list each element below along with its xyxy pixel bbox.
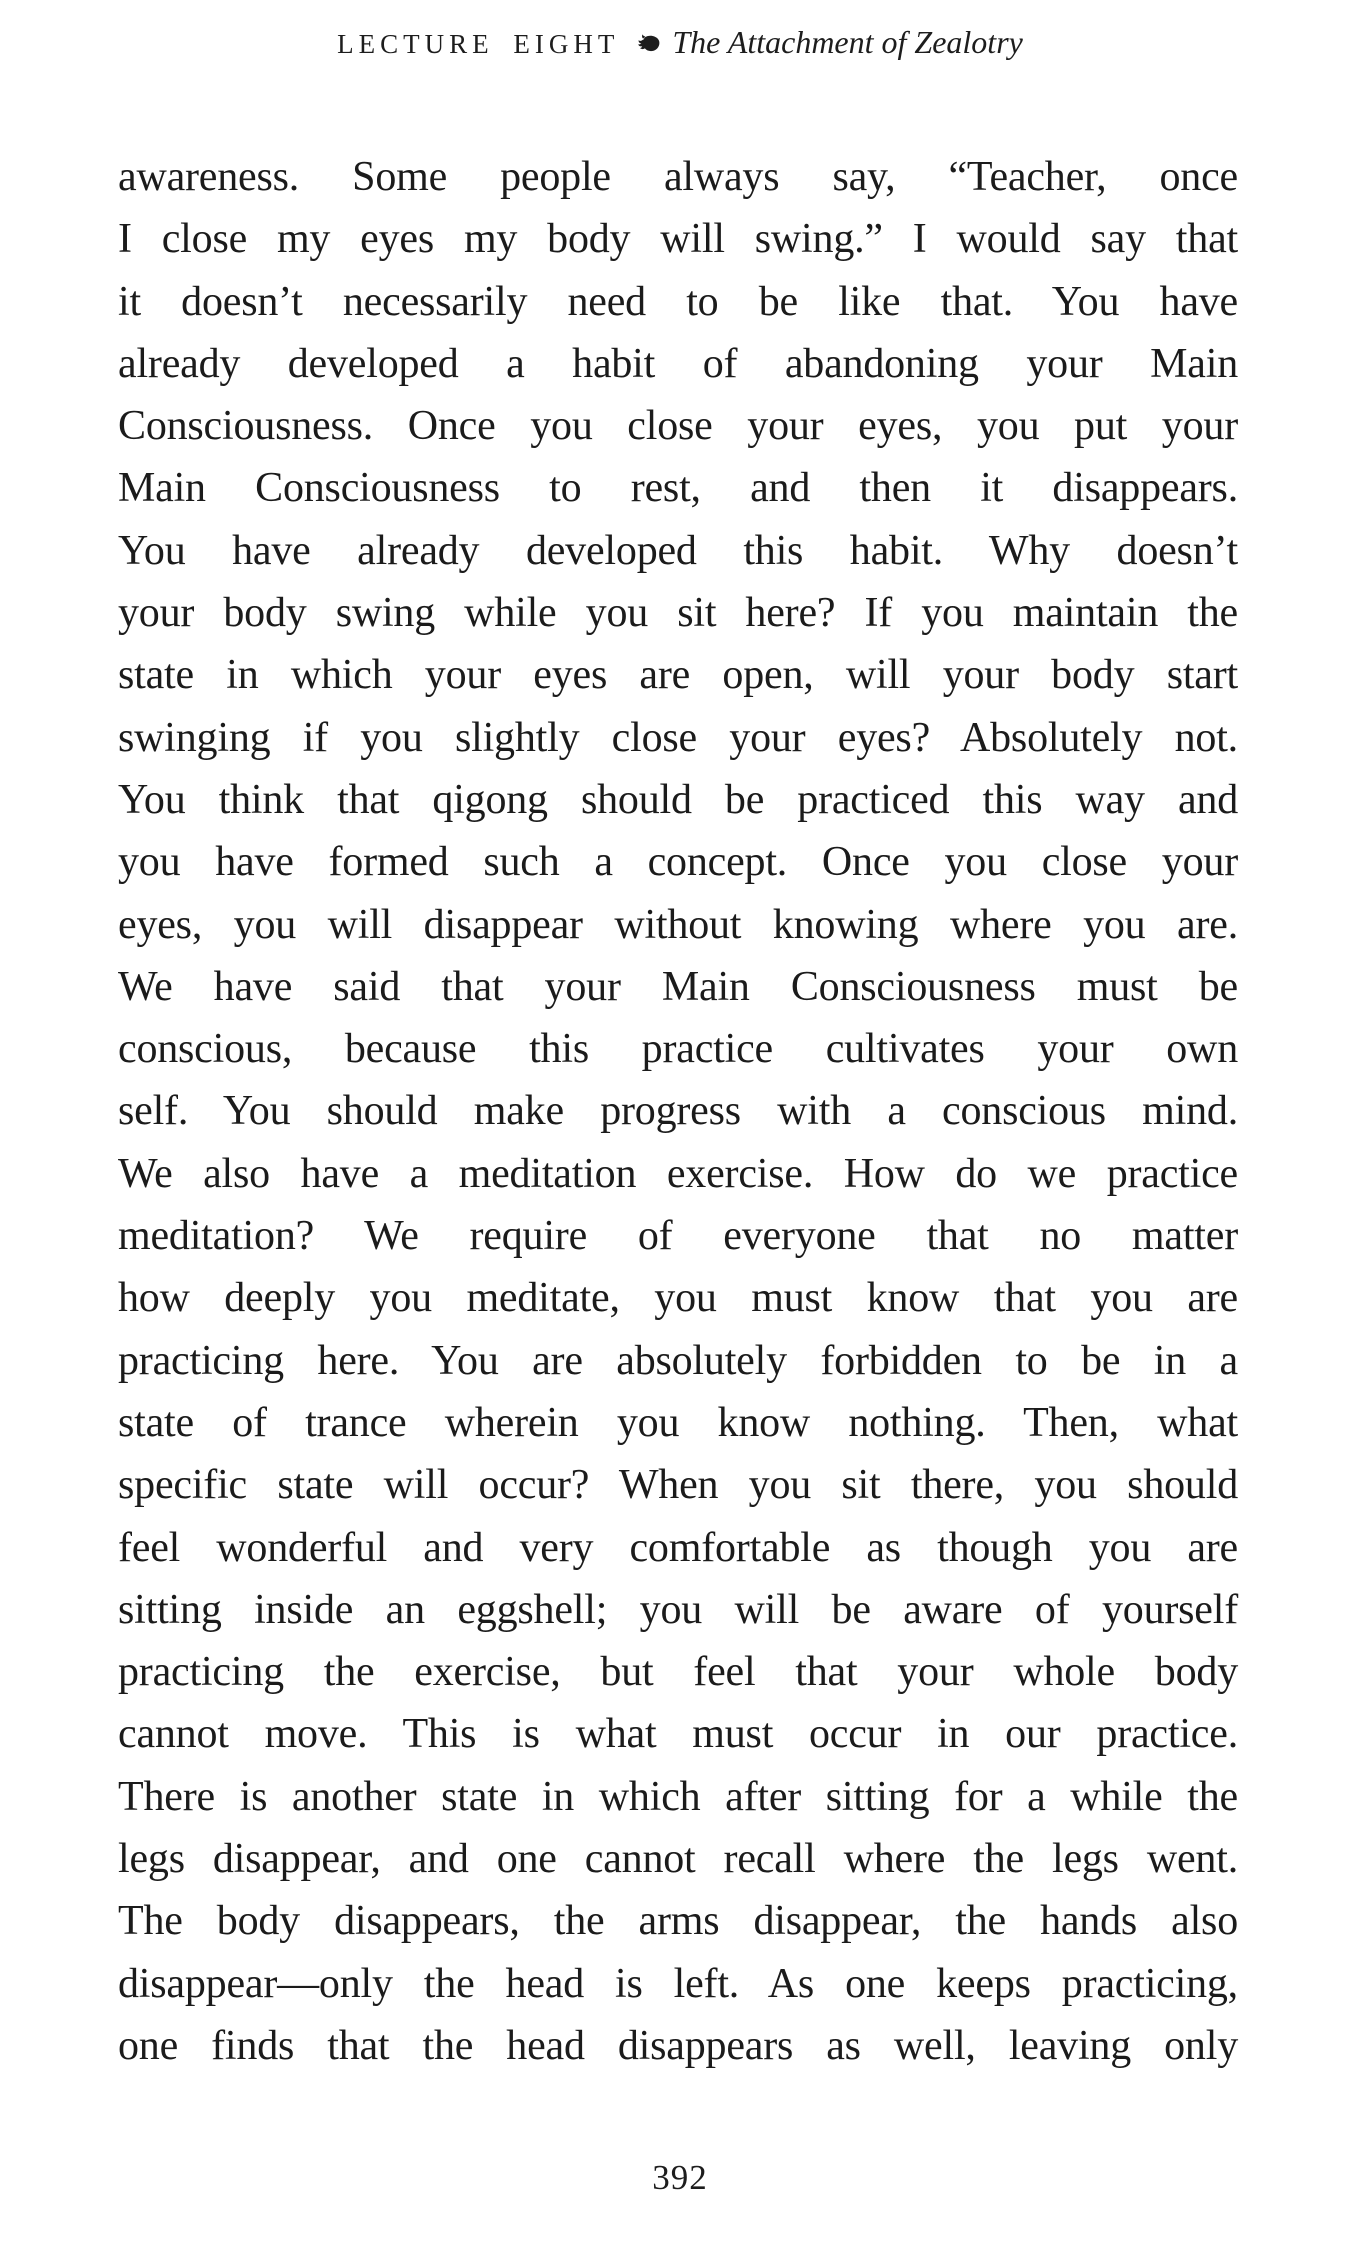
- lecture-label: LECTURE EIGHT: [337, 29, 620, 59]
- text-line: legs disappear, and one cannot recall where the legs went.: [118, 1836, 1238, 1883]
- text-line: meditation? We require of everyone that no matter: [118, 1213, 1238, 1260]
- body-text: [118, 146, 1238, 2077]
- text-line: There is another state in which after sitting for a while the: [118, 1773, 1238, 1820]
- text-line: state of trance wherein you know nothing. Then, what: [118, 1399, 1238, 1446]
- text-line: practicing the exercise, but feel that your whole body: [118, 1649, 1238, 1696]
- text-line: The body disappears, the arms disappear, the hands also: [118, 1898, 1238, 1945]
- text-line: cannot move. This is what must occur in our practice.: [118, 1711, 1238, 1758]
- chapter-title: The Attachment of Zealotry: [672, 24, 1023, 60]
- text-line: self. You should make progress with a conscious mind.: [118, 1088, 1238, 1135]
- text-line: feel wonderful and very comfortable as though you are: [118, 1524, 1238, 1571]
- text-line: state in which your eyes are open, will your body start: [118, 652, 1238, 699]
- hedera-leaf-icon: [635, 30, 662, 57]
- text-line: Consciousness. Once you close your eyes, you put your: [118, 403, 1238, 450]
- text-line: You have already developed this habit. Why doesn’t: [118, 527, 1238, 574]
- page-footer: [0, 2158, 1360, 2198]
- running-header: [0, 24, 1360, 68]
- text-line: swinging if you slightly close your eyes? Absolutely not.: [118, 714, 1238, 761]
- text-line: disappear—only the head is left. As one keeps practicing,: [118, 1960, 1238, 2007]
- text-line: specific state will occur? When you sit there, you should: [118, 1462, 1238, 1509]
- text-line: it doesn’t necessarily need to be like that. You have: [118, 278, 1238, 325]
- text-line: eyes, you will disappear without knowing where you are.: [118, 901, 1238, 948]
- text-line: Main Consciousness to rest, and then it disappears.: [118, 465, 1238, 512]
- text-line: practicing here. You are absolutely forbidden to be in a: [118, 1337, 1238, 1384]
- text-line: how deeply you meditate, you must know that you are: [118, 1275, 1238, 1322]
- text-line: awareness. Some people always say, “Teacher, once: [118, 154, 1238, 200]
- text-line: your body swing while you sit here? If you maintain the: [118, 590, 1238, 637]
- text-line: I close my eyes my body will swing.” I would say that: [118, 216, 1238, 263]
- text-line: You think that qigong should be practiced this way and: [118, 776, 1238, 823]
- text-line: We also have a meditation exercise. How do we practice: [118, 1150, 1238, 1197]
- page-number: 392: [652, 2158, 708, 2197]
- text-line: already developed a habit of abandoning your Main: [118, 340, 1238, 387]
- text-line: you have formed such a concept. Once you close your: [118, 839, 1238, 886]
- text-line: sitting inside an eggshell; you will be aware of yourself: [118, 1586, 1238, 1633]
- text-line: conscious, because this practice cultivates your own: [118, 1026, 1238, 1073]
- text-line: one finds that the head disappears as well, leaving only: [118, 2022, 1238, 2069]
- text-line: We have said that your Main Consciousness must be: [118, 963, 1238, 1010]
